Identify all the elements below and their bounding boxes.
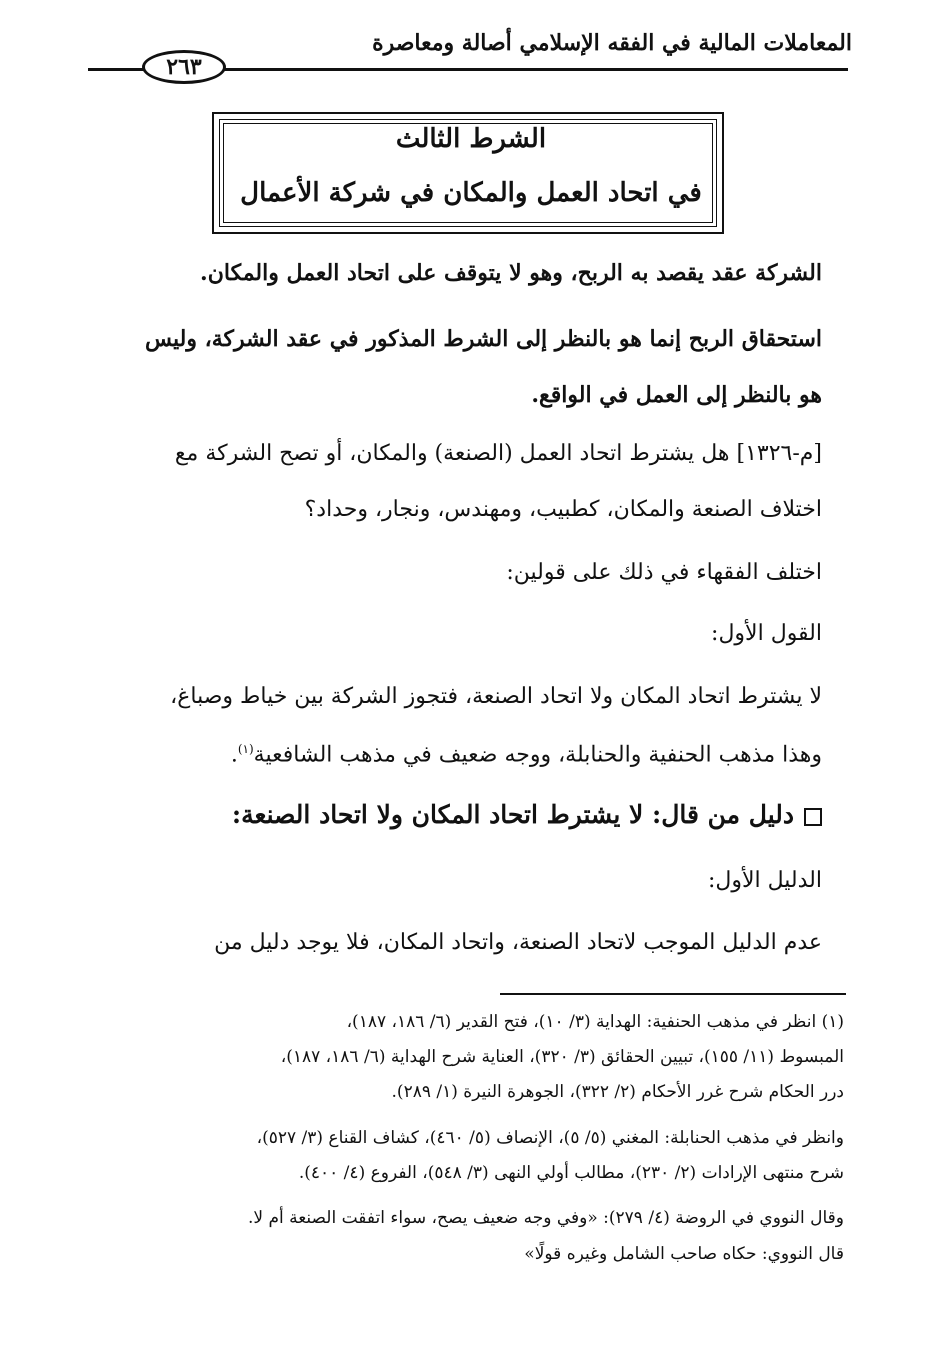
paragraph-7: الدليل الأول: (707, 868, 822, 893)
paragraph-8: عدم الدليل الموجب لاتحاد الصنعة، واتحاد المكان، فلا يوجد دليل من (214, 930, 822, 955)
paragraph-5: القول الأول: (711, 621, 822, 646)
paragraph-6-line-1: لا يشترط اتحاد المكان ولا اتحاد الصنعة، فتجوز الشركة بين خياط وصباغ، (170, 684, 822, 709)
footnote-line: المبسوط (١١/ ١٥٥)، تبيين الحقائق (٣/ ٣٢٠)، العناية شرح الهداية (٦/ ١٨٦، ١٨٧)، (280, 1047, 844, 1067)
paragraph-6-end: . (230, 742, 238, 768)
footnote-line: وانظر في مذهب الحنابلة: المغني (٥/ ٥)، الإنصاف (٥/ ٤٦٠)، كشاف القناع (٣/ ٥٢٧)، (256, 1128, 844, 1148)
paragraph-2-line-2: هو بالنظر إلى العمل في الواقع. (531, 382, 822, 408)
evidence-heading-text: دليل من قال: لا يشترط اتحاد المكان ولا اتحاد الصنعة: (231, 800, 794, 829)
footnote-line: وقال النووي في الروضة (٤/ ٢٧٩): «وفي وجه ضعيف يصح، سواء اتفقت الصنعة أم لا. (247, 1208, 844, 1228)
footnote-line: قال النووي: حكاه صاحب الشامل وغيره قولًا» (524, 1244, 844, 1264)
footnote-line: درر الحكام شرح غرر الأحكام (٢/ ٣٢٢)، الجوهرة النيرة (١/ ٢٨٩). (391, 1082, 844, 1102)
paragraph-3-line-1: [م-١٣٢٦] هل يشترط اتحاد العمل (الصنعة) والمكان، أو تصح الشركة مع (174, 441, 822, 466)
footnote-ref: (١) (237, 742, 254, 756)
paragraph-6-text: وهذا مذهب الحنفية والحنابلة، ووجه ضعيف في مذهب الشافعية (253, 742, 822, 768)
footnote-line: (١) انظر في مذهب الحنفية: الهداية (٣/ ١٠)، فتح القدير (٦/ ١٨٦، ١٨٧)، (346, 1012, 844, 1032)
section-subtitle: في اتحاد العمل والمكان في شركة الأعمال (240, 178, 702, 208)
paragraph-4: اختلف الفقهاء في ذلك على قولين: (506, 560, 822, 585)
section-title: الشرط الثالث (395, 124, 547, 154)
paragraph-6-line-2 (92, 720, 822, 784)
paragraph-3-line-2: اختلاف الصنعة والمكان، كطبيب، ومهندس، ونجار، وحداد؟ (304, 497, 822, 522)
footnote-rule (500, 993, 846, 995)
footnote-line: شرح منتهى الإرادات (٢/ ٢٣٠)، مطالب أولي النهى (٣/ ٥٤٨)، الفروع (٤/ ٤٠٠). (298, 1163, 844, 1183)
paragraph-1: الشركة عقد يقصد به الربح، وهو لا يتوقف على اتحاد العمل والمكان. (200, 260, 822, 286)
running-title: المعاملات المالية في الفقه الإسلامي أصالة ومعاصرة (372, 30, 852, 56)
page-number: ٢٦٣ (142, 50, 226, 84)
square-bullet-icon (804, 808, 822, 826)
evidence-heading (232, 800, 822, 829)
paragraph-2-line-1: استحقاق الربح إنما هو بالنظر إلى الشرط المذكور في عقد الشركة، وليس (144, 326, 822, 352)
